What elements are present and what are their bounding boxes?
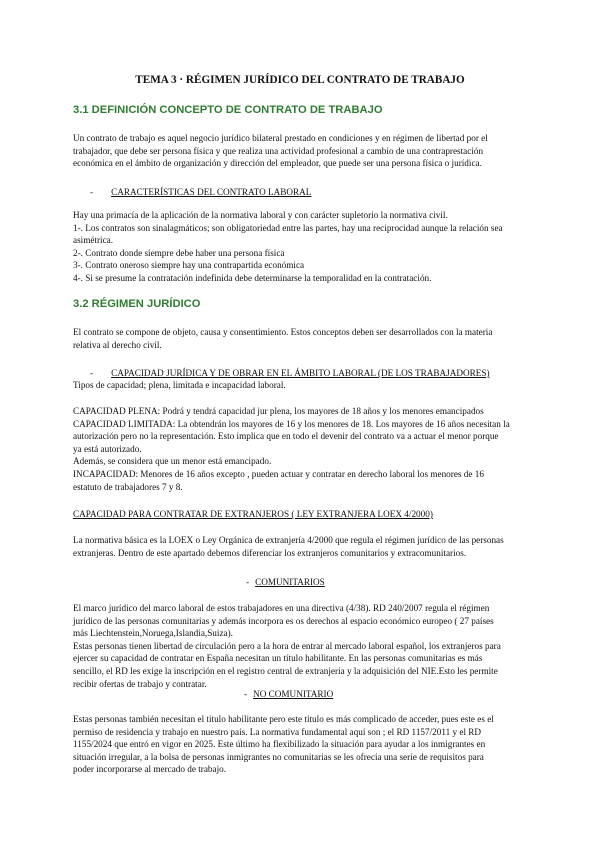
text-line: situación irregular, a la bolsa de personas inmigrantes no comunitarias se les ofrecía una serie de requisitos para — [73, 751, 484, 762]
text-line: ejercer su capacidad de contratar en España necesitan un título habilitante. En las personas comunitarias es más — [73, 653, 483, 664]
text-line: asimétrica. — [73, 235, 114, 246]
bullet-dash: - — [90, 368, 94, 378]
regimen-paragraph — [73, 326, 525, 351]
capacity-bullet — [90, 367, 490, 380]
text-line: INCAPACIDAD: Menores de 16 años excepto , pueden actuar y contratar en derecho laboral los menores de 16 — [73, 468, 484, 479]
non-community-paragraph — [73, 713, 525, 776]
text-line: estatuto de trabajadores 7 y 8. — [73, 481, 183, 492]
capacity-types: Tipos de capacidad; plena, limitada e incapacidad laboral. — [73, 380, 286, 390]
text-line: CAPACIDAD LIMITADA: La obtendrán los mayores de 16 y los menores de 18. Los mayores de 16 años necesitan la — [73, 418, 510, 429]
text-line: Estas personas tienen libertad de circulación pero a la hora de entrar al mercado laboral español, los extranjeros para — [73, 640, 501, 651]
definition-paragraph — [73, 132, 525, 170]
text-line: 3-. Contrato oneroso siempre hay una contrapartida económica — [73, 260, 305, 271]
non-community-bullet — [244, 688, 333, 701]
text-line: autorización pero no la representación. Esto implica que en todo el devenir del contrato va a actuar el menor porque — [73, 431, 499, 442]
non-community-title: NO COMUNITARIO — [253, 689, 334, 699]
bullet-dash: - — [90, 187, 94, 197]
characteristics-list — [73, 209, 525, 285]
text-line: permiso de residencia y trabajo en nuestro país. La normativa fundamental aquí son ; el RD 1157/2011 y el RD — [73, 726, 482, 737]
text-line: recibir ofertas de trabajo y contratar. — [73, 678, 207, 689]
text-line: 1-. Los contratos son sinalagmáticos; son obligatoriedad entre las partes, hay una reciprocidad aunque la relación sea — [73, 222, 503, 233]
document-title: TEMA 3 · RÉGIMEN JURÍDICO DEL CONTRATO DE TRABAJO — [135, 74, 465, 86]
text-line: CAPACIDAD PLENA: Podrá y tendrá capacidad jur plena, los mayores de 18 años y los menores emancipados — [73, 406, 484, 416]
text-line: La normativa básica es la LOEX o Ley Orgánica de extranjería 4/2000 que regula el régimen jurídico de las personas — [73, 535, 504, 545]
text-line: jurídico de las personas comunitarias y además incorpora es os derechos al espacio económico europeo ( 27 países — [73, 615, 494, 626]
text-line: Estas personas también necesitan el título habilitante pero este título es más complicado de acceder, pues este es el — [73, 714, 494, 724]
bullet-dash: - — [244, 689, 248, 699]
text-line: trabajador, que debe ser persona física y que realiza una actividad profesional a cambio de una contraprestación — [73, 145, 484, 156]
text-line: relativa al derecho civil. — [73, 339, 162, 350]
text-line: El marco jurídico del marco laboral de estos trabajadores en una directiva (4/38). RD 240/2007 regula el régimen — [73, 603, 490, 613]
section-3-1-heading: 3.1 DEFINICIÓN CONCEPTO DE CONTRATO DE TRABAJO — [73, 104, 383, 116]
capacity-title: CAPACIDAD JURÍDICA Y DE OBRAR EN EL ÁMBITO LABORAL (DE LOS TRABAJADORES) — [111, 368, 490, 378]
section-3-2-heading: 3.2 RÉGIMEN JURÍDICO — [73, 298, 201, 310]
text-line: poder incorporarse al mercado de trabajo. — [73, 764, 227, 775]
text-line: ya está autorizado. — [73, 443, 142, 454]
community-bullet — [246, 576, 325, 589]
text-line: Hay una primacía de la aplicación de la normativa laboral y con carácter supletorio la normativa civil. — [73, 210, 448, 220]
bullet-dash: - — [246, 577, 250, 587]
foreigners-capacity-title: CAPACIDAD PARA CONTRATAR DE EXTRANJEROS ( LEY EXTRANJERA LOEX 4/2000) — [73, 509, 433, 519]
characteristics-title: CARACTERÍSTICAS DEL CONTRATO LABORAL — [111, 187, 312, 197]
text-line: Un contrato de trabajo es aquel negocio jurídico bilateral prestado en condiciones y en régimen de libertad por el — [73, 133, 488, 143]
capacity-details — [73, 405, 525, 493]
text-line: 4-. Si se presume la contratación indefinida debe determinarse la temporalidad en la contratación. — [73, 272, 432, 283]
characteristics-bullet — [90, 186, 311, 199]
community-title: COMUNITARIOS — [255, 577, 325, 587]
foreigners-paragraph — [73, 534, 525, 559]
community-paragraph — [73, 602, 525, 690]
text-line: sencillo, el RD les exige la inscripción en el registro central de extranjería y la adquisición del NIE.Esto les permite — [73, 665, 498, 676]
text-line: extranjeras. Dentro de este apartado debemos diferenciar los extranjeros comunitarios y extracomunitarios. — [73, 547, 467, 558]
text-line: más Liechtenstein,Noruega,Islandia,Suiza). — [73, 628, 233, 639]
text-line: Además, se considera que un menor está emancipado. — [73, 456, 272, 467]
text-line: económica en el ámbito de organización y dirección del empleador, que puede ser una persona física o jurídica. — [73, 158, 482, 169]
text-line: 1155/2024 que entró en vigor en 2025. Este último ha flexibilizado la situación para ayudar a los inmigrantes en — [73, 739, 486, 750]
text-line: 2-. Contrato donde siempre debe haber una persona física — [73, 247, 285, 258]
text-line: El contrato se compone de objeto, causa y consentimiento. Estos conceptos deben ser desarrollados con la materia — [73, 327, 493, 337]
